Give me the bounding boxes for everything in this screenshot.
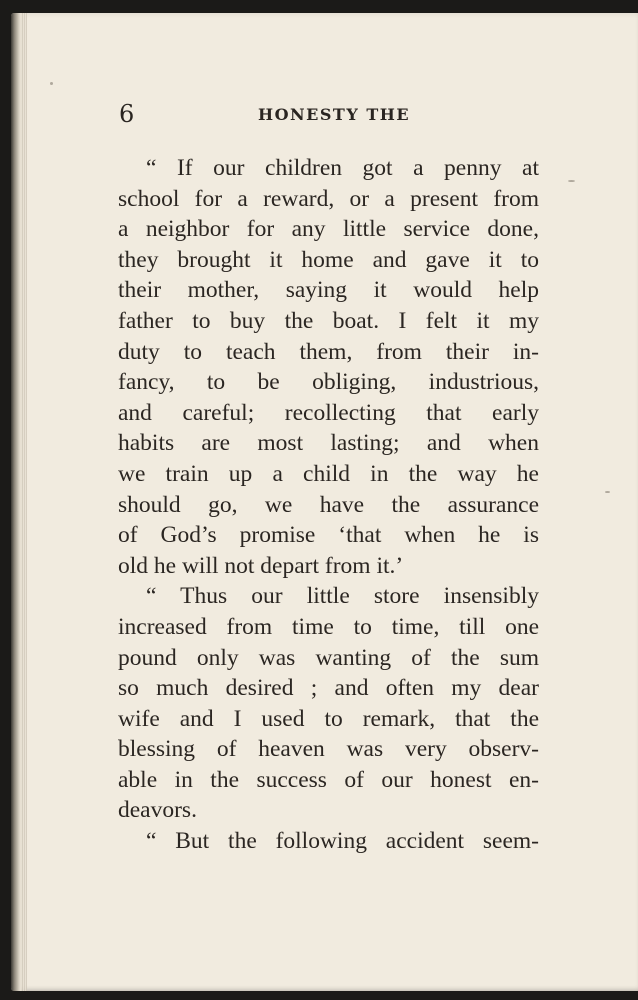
text-line: “ But the following accident seem-	[146, 828, 539, 855]
text-line: they brought it home and gave it to	[118, 246, 539, 273]
paper-page	[11, 13, 638, 991]
text-line: we train up a child in the way he	[118, 460, 539, 487]
text-line: their mother, saying it would help	[118, 277, 539, 304]
page-header	[11, 99, 638, 129]
text-line: pound only was wanting of the sum	[118, 644, 539, 671]
book-spine-shadow	[11, 13, 21, 991]
text-line: so much desired ; and often my dear	[118, 675, 539, 702]
text-line: and careful; recollecting that early	[118, 399, 539, 426]
paper-speck	[568, 180, 575, 182]
text-line: should go, we have the assurance	[118, 491, 539, 518]
text-line: duty to teach them, from their in-	[118, 338, 539, 365]
text-line: blessing of heaven was very observ-	[118, 736, 539, 763]
text-line: school for a reward, or a present from	[118, 185, 539, 212]
text-line: father to buy the boat. I felt it my	[118, 307, 539, 334]
body-text	[118, 153, 539, 857]
text-line: fancy, to be obliging, industrious,	[118, 369, 539, 396]
text-line: old he will not depart from it.’	[118, 552, 404, 579]
text-line: habits are most lasting; and when	[118, 430, 539, 457]
paper-speck	[605, 491, 610, 493]
page-number: 6	[119, 100, 135, 128]
text-line: able in the success of our honest en-	[118, 766, 539, 793]
page-edges	[21, 13, 27, 991]
paper-speck	[50, 82, 53, 85]
text-line: “ If our children got a penny at	[146, 155, 539, 181]
text-line: of God’s promise ‘that when he is	[118, 522, 539, 549]
text-line: increased from time to time, till one	[118, 613, 539, 640]
text-line: wife and I used to remark, that the	[118, 705, 539, 732]
text-line: a neighbor for any little service done,	[118, 216, 539, 243]
text-line: deavors.	[118, 797, 197, 824]
text-line: “ Thus our little store insensibly	[146, 583, 539, 610]
running-head: HONESTY THE	[258, 105, 411, 124]
